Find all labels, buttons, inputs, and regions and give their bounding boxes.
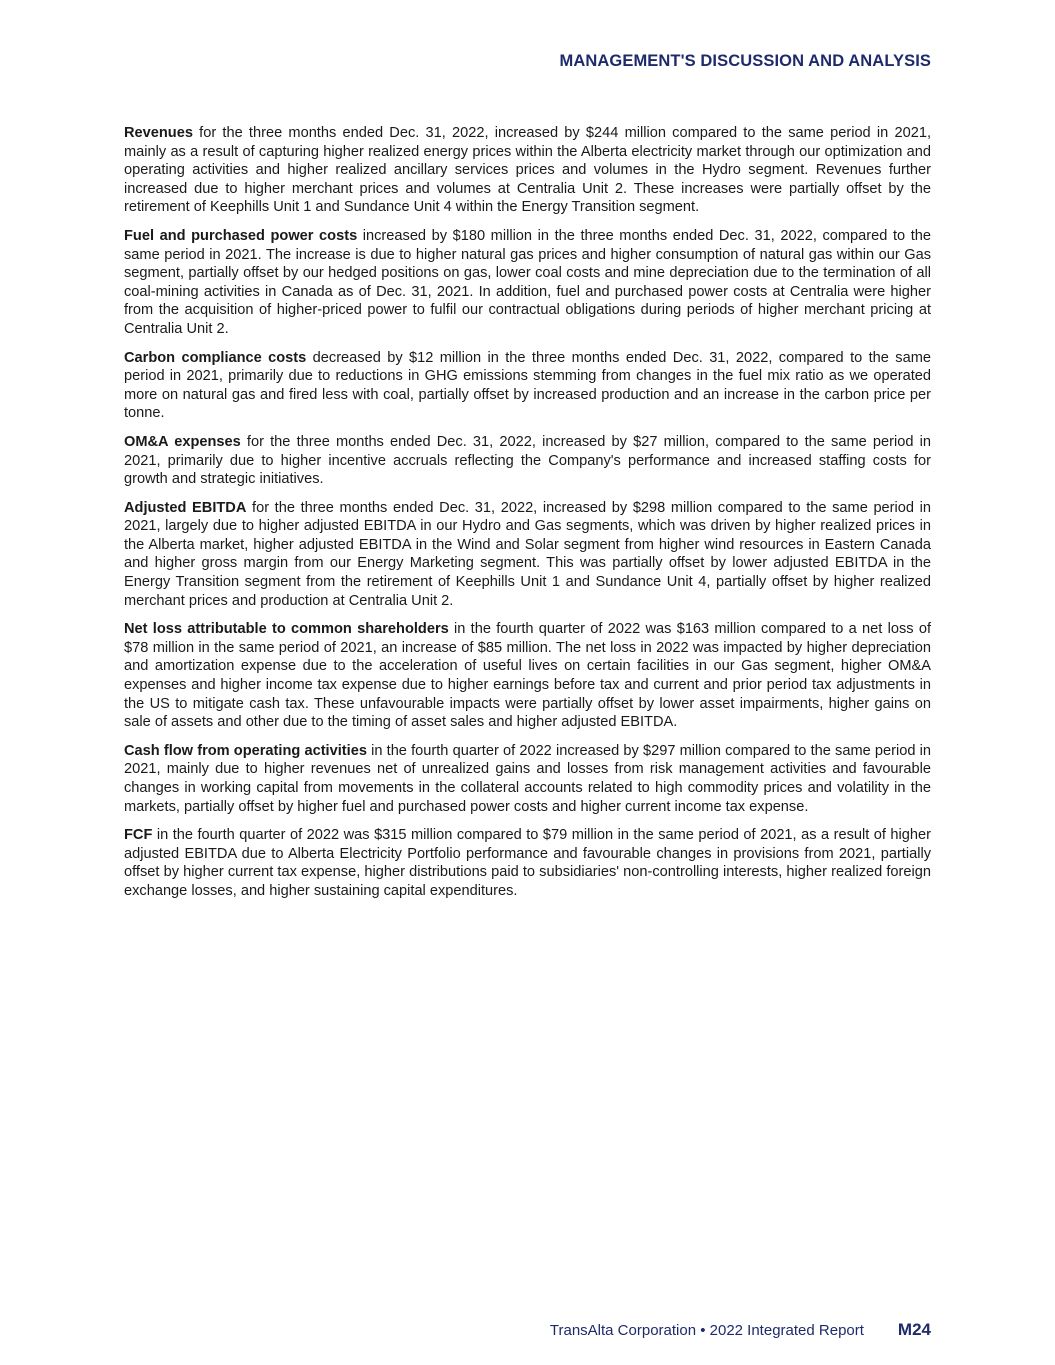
paragraph-text: in the fourth quarter of 2022 was $315 million compared to $79 million in the same period of 2021, as a result of higher adjusted EBITDA due to Alberta Electricity Portfolio performance and favourable changes in provisions from 2021, partially offset by higher current tax expense, higher distributions paid to subsidiaries' non-controlling interests, higher realized foreign exchange losses, and higher sustaining capital expenditures. <box>124 827 931 899</box>
paragraph-lead: OM&A expenses <box>124 433 241 450</box>
paragraph-oma-expenses <box>124 433 931 489</box>
paragraph-lead: Cash flow from operating activities <box>124 742 367 759</box>
page-number: M24 <box>897 1320 931 1339</box>
page-header: MANAGEMENT'S DISCUSSION AND ANALYSIS <box>559 52 931 70</box>
document-body <box>124 124 931 911</box>
paragraph-text: increased by $180 million in the three months ended Dec. 31, 2022, compared to the same period in 2021. The increase is due to higher natural gas prices and higher consumption of natural gas within our Gas segment, partially offset by our hedged positions on gas, lower coal costs and mine depreciation due to the termination of all coal-mining activities in Canada as of Dec. 31, 2021. In addition, fuel and purchased power costs at Centralia were higher from the acquisition of higher-priced power to fulfil our contractual obligations during periods of higher merchant pricing at Centralia Unit 2. <box>124 227 931 337</box>
paragraph-text: for the three months ended Dec. 31, 2022, increased by $27 million, compared to the same period in 2021, primarily due to higher incentive accruals reflecting the Company's performance and increased staffing costs for growth and strategic initiatives. <box>124 433 931 488</box>
paragraph-lead: Carbon compliance costs <box>124 349 307 366</box>
paragraph-revenues <box>124 124 931 217</box>
paragraph-text: in the fourth quarter of 2022 was $163 million compared to a net loss of $78 million in the same period of 2021, an increase of $85 million. The net loss in 2022 was impacted by higher depreciation and amortization expense due to the acceleration of useful lives on certain facilities in our Gas segment, higher OM&A expenses and higher income tax expense due to higher earnings before tax and current and prior period tax adjustments in the US to mitigate cash tax. These unfavourable impacts were partially offset by lower asset impairments, higher gains on sale of assets and other due to the timing of asset sales and higher adjusted EBITDA. <box>124 621 931 731</box>
page-footer <box>550 1320 931 1340</box>
paragraph-lead: Fuel and purchased power costs <box>124 227 358 244</box>
paragraph-text: for the three months ended Dec. 31, 2022, increased by $244 million compared to the same period in 2021, mainly as a result of capturing higher realized energy prices within the Alberta electricity market through our optimization and operating activities and higher realized ancillary services prices and volumes in the Hydro segment. Revenues further increased due to higher merchant prices and volumes at Centralia Unit 2. These increases were partially offset by the retirement of Keephills Unit 1 and Sundance Unit 4 within the Energy Transition segment. <box>124 125 931 216</box>
paragraph-adjusted-ebitda <box>124 499 931 611</box>
paragraph-lead: Adjusted EBITDA <box>124 499 247 516</box>
paragraph-text: decreased by $12 million in the three months ended Dec. 31, 2022, compared to the same period in 2021, primarily due to reductions in GHG emissions stemming from changes in the fuel mix ratio as we operated more on natural gas and fired less with coal, partially offset by increased production and an increase in the carbon price per tonne. <box>124 349 931 422</box>
paragraph-text: in the fourth quarter of 2022 increased by $297 million compared to the same period in 2021, mainly due to higher revenues net of unrealized gains and losses from risk management activities and favourable changes in working capital from movements in the collateral accounts related to high commodity prices and volatility in the markets, partially offset by higher fuel and purchased power costs and higher current income tax expense. <box>124 742 931 815</box>
paragraph-lead: Net loss attributable to common shareholders <box>124 621 449 638</box>
paragraph-lead: FCF <box>124 827 153 844</box>
paragraph-net-loss <box>124 620 931 732</box>
paragraph-fuel-costs <box>124 227 931 339</box>
paragraph-text: for the three months ended Dec. 31, 2022, increased by $298 million compared to the same period in 2021, largely due to higher adjusted EBITDA in our Hydro and Gas segments, which was driven by higher realized prices in the Alberta market, higher adjusted EBITDA in the Wind and Solar segment from higher wind resources in Eastern Canada and higher gross margin from our Energy Marketing segment. This was partially offset by lower adjusted EBITDA in the Energy Transition segment from the retirement of Keephills Unit 1 and Sundance Unit 4, partially offset by higher realized merchant prices and production at Centralia Unit 2. <box>124 499 931 609</box>
footer-report-title: TransAlta Corporation • 2022 Integrated Report <box>549 1322 864 1339</box>
paragraph-cash-flow <box>124 742 931 816</box>
paragraph-lead: Revenues <box>124 125 193 141</box>
paragraph-carbon-compliance <box>124 349 931 423</box>
paragraph-fcf <box>124 826 931 900</box>
